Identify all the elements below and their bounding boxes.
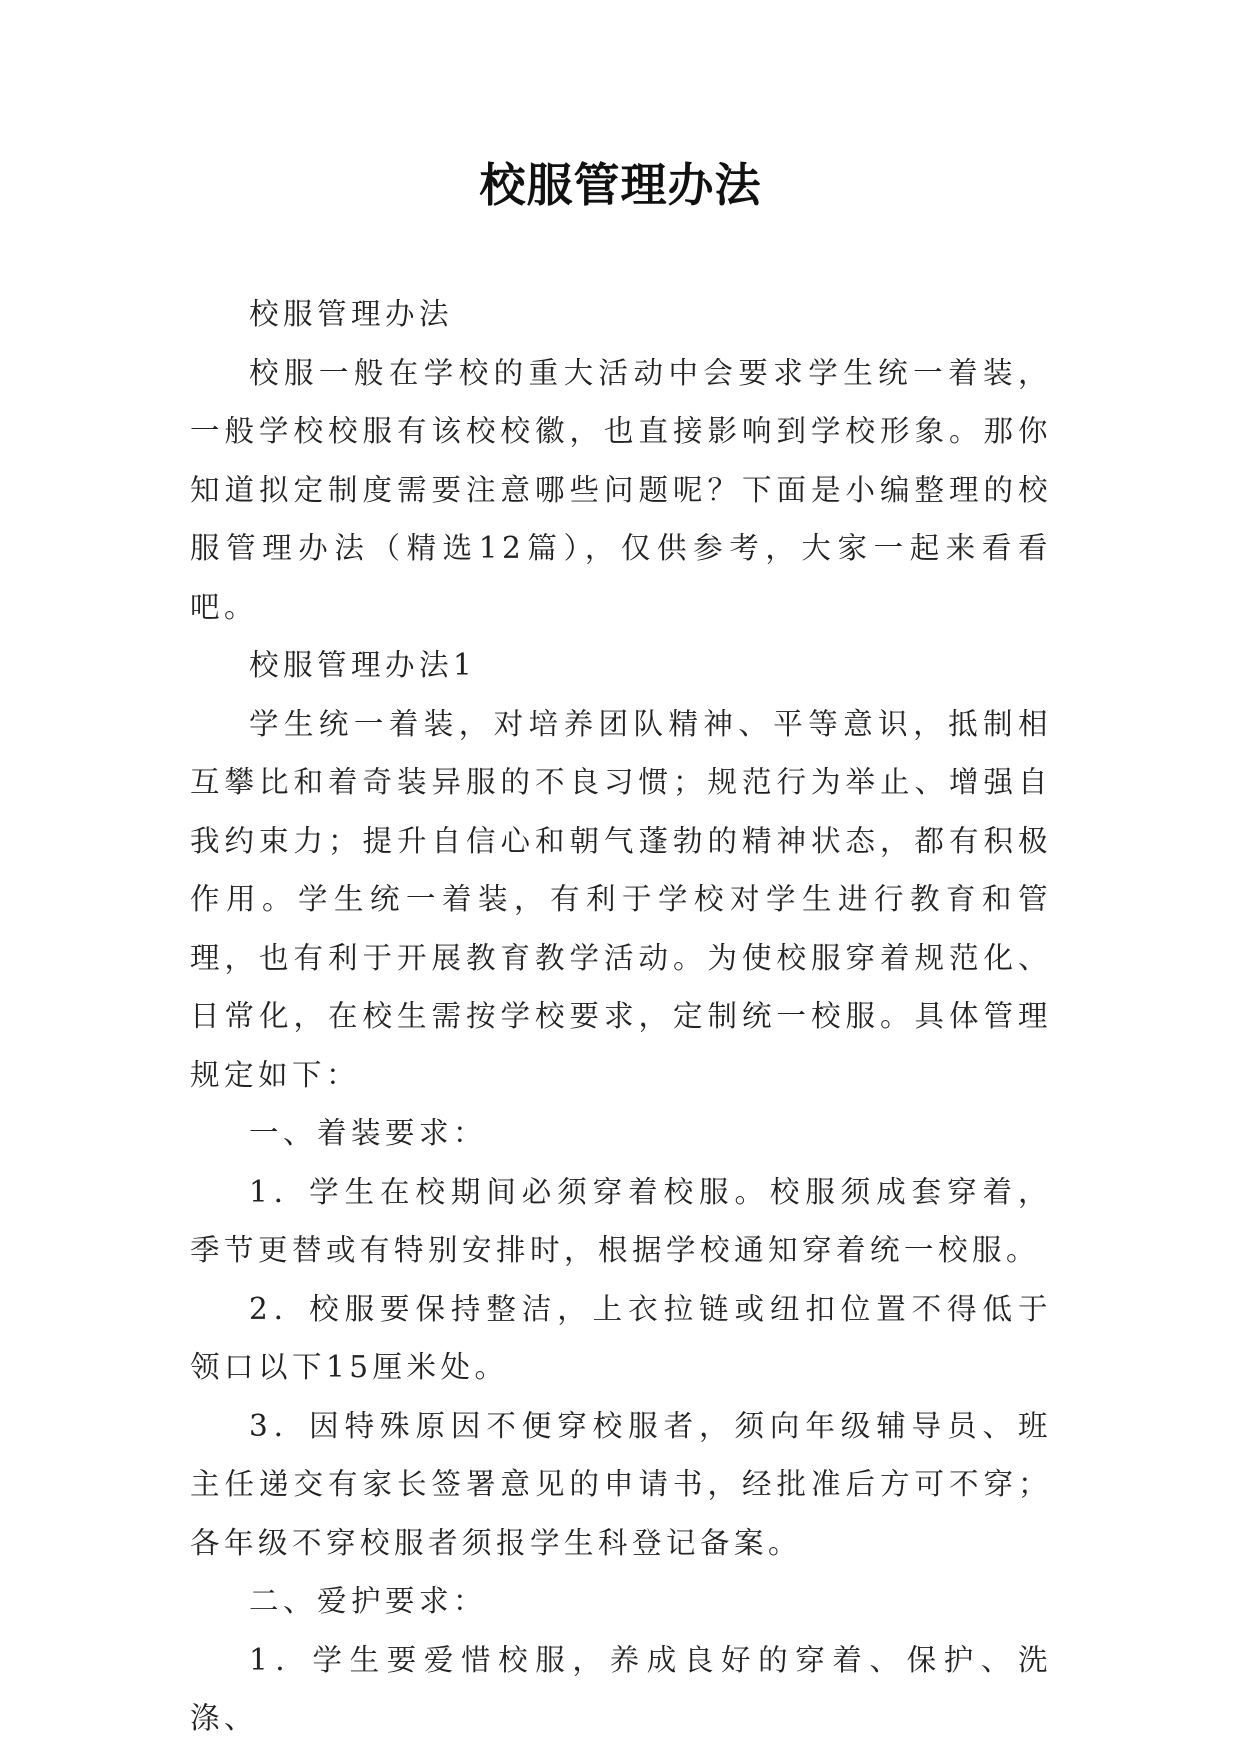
paragraph-item-1: 1．学生在校期间必须穿着校服。校服须成套穿着，季节更替或有特别安排时，根据学校通知穿着统一校服。 [190,1174,1052,1267]
paragraph-heading-care-requirements: 二、爱护要求： [249,1584,488,1618]
paragraph-preamble: 学生统一着装，对培养团队精神、平等意识，抵制相互攀比和着奇装异服的不良习惯；规范行为举止、增强自我约束力；提升自信心和朝气蓬勃的精神状态，都有积极作用。学生统一着装，有利于学校对学生进行教育和管理，也有利于开展教育教学活动。为使校服穿着规范化、日常化，在校生需按学校要求，定制统一校服。具体管理规定如下： [190,706,1052,1092]
paragraph-item-3: 3．因特殊原因不便穿校服者，须向年级辅导员、班主任递交有家长签署意见的申请书，经批准后方可不穿；各年级不穿校服者须报学生科登记备案。 [190,1408,1052,1560]
paragraph-section-heading: 校服管理办法1 [249,648,477,682]
document-body [190,285,1052,1748]
paragraph-heading-dress-requirements: 一、着装要求： [249,1116,488,1150]
paragraph-intro: 校服一般在学校的重大活动中会要求学生统一着装，一般学校校服有该校校徽，也直接影响到学校形象。那你知道拟定制度需要注意哪些问题呢？下面是小编整理的校服管理办法（精选12篇），仅供参考，大家一起来看看吧。 [190,355,1052,624]
paragraph-item-2: 2．校服要保持整洁，上衣拉链或纽扣位置不得低于领口以下15厘米处。 [190,1291,1052,1384]
paragraph-subtitle: 校服管理办法 [249,297,454,331]
paragraph-care-item-1: 1．学生要爱惜校服，养成良好的穿着、保护、洗涤、 [190,1642,1052,1735]
document-title: 校服管理办法 [479,158,762,212]
